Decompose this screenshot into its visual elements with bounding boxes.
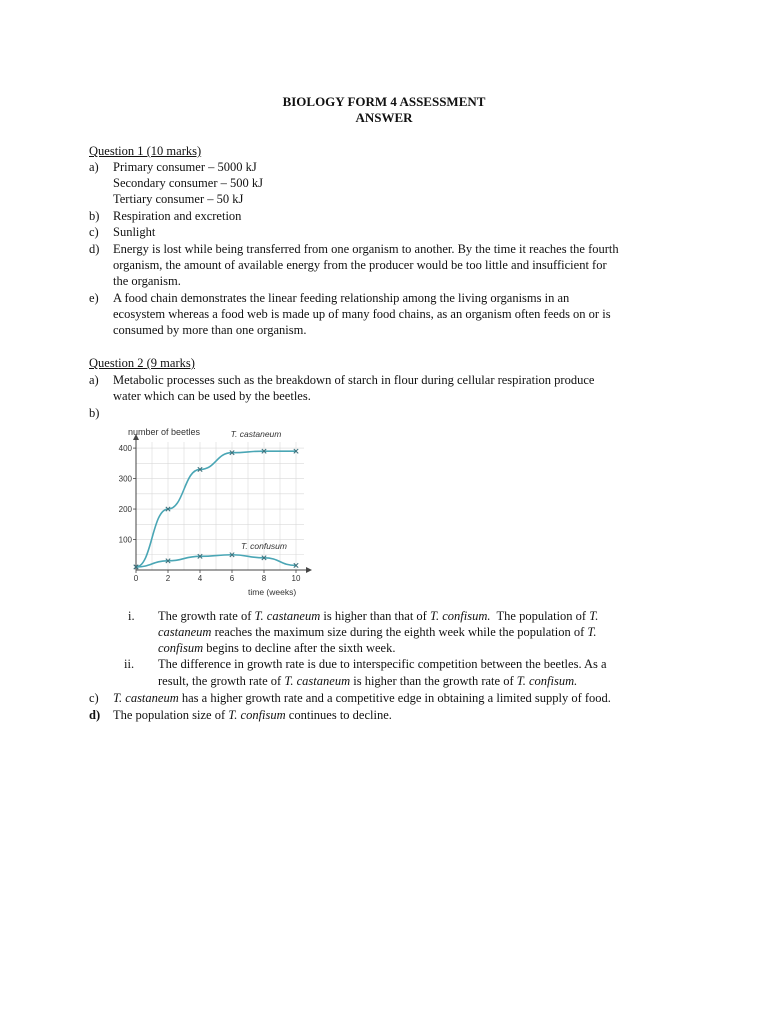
q1-b-label: b)	[89, 209, 100, 223]
q1-d-label: d)	[89, 242, 100, 256]
q2-a-label: a)	[89, 373, 99, 387]
q1-d-line-3: the organism.	[113, 274, 181, 288]
q1-e-line-2: ecosystem whereas a food web is made up of many food chains, as an organism often feeds on or is	[113, 307, 611, 321]
q2-a-line-2: water which can be used by the beetles.	[113, 389, 311, 403]
q1-a-line-1: Primary consumer – 5000 kJ	[113, 160, 257, 174]
q1-e-line-1: A food chain demonstrates the linear feeding relationship among the living organisms in an	[113, 291, 570, 305]
chart-x-axis-label: time (weeks)	[248, 587, 297, 597]
chart-y-tick-label: 100	[118, 535, 132, 545]
chart-series-label: T. castaneum	[230, 429, 282, 440]
q1-d-line-2: organism, the amount of available energy from the producer would be too little and insufficient for	[113, 258, 607, 272]
q2-b-ii-line-2: result, the growth rate of T. castaneum is higher than the growth rate of T. confisum.	[158, 674, 578, 688]
q2-d-answer: The population size of T. confisum continues to decline.	[113, 708, 392, 722]
q2-c-label: c)	[89, 691, 99, 705]
document-subtitle: ANSWER	[355, 110, 413, 125]
chart-y-tick-label: 400	[118, 444, 132, 454]
chart-x-tick-label: 10	[291, 574, 301, 583]
q1-b-answer: Respiration and excretion	[113, 209, 242, 223]
q1-d-line-1: Energy is lost while being transferred from one organism to another. By the time it reaches the fourth	[113, 242, 619, 256]
q2-b-ii-label: ii.	[124, 657, 135, 671]
chart-y-tick-label: 200	[118, 505, 132, 515]
q2-d-label: d)	[89, 708, 101, 722]
q2-c-answer: T. castaneum has a higher growth rate and a competitive edge in obtaining a limited supply of food.	[113, 691, 611, 705]
chart-x-tick-label: 8	[261, 574, 267, 583]
q2-b-i-line-2: castaneum reaches the maximum size during the eighth week while the population of T.	[158, 625, 597, 639]
q2-b-ii-line-1: The difference in growth rate is due to interspecific competition between the beetles. As a	[158, 657, 607, 671]
q1-a-line-3: Tertiary consumer – 50 kJ	[113, 192, 244, 206]
q1-e-line-3: consumed by more than one organism.	[113, 323, 307, 337]
q2-a-line-1: Metabolic processes such as the breakdown of starch in flour during cellular respiration produce	[113, 373, 595, 387]
chart-y-axis-label: number of beetles	[128, 427, 201, 437]
q2-b-i-label: i.	[128, 609, 135, 623]
q1-c-answer: Sunlight	[113, 225, 156, 239]
chart-series-label: T. confusum	[241, 540, 287, 551]
q1-c-label: c)	[89, 225, 99, 239]
question-1-heading: Question 1 (10 marks)	[89, 144, 202, 158]
beetle-population-chart	[118, 424, 314, 602]
question-2-heading: Question 2 (9 marks)	[89, 356, 195, 370]
q1-a-label: a)	[89, 160, 99, 174]
chart-x-tick-label: 6	[229, 574, 235, 583]
document-title: BIOLOGY FORM 4 ASSESSMENT	[282, 94, 486, 109]
q2-b-label: b)	[89, 406, 100, 420]
chart-x-tick-label: 0	[133, 574, 139, 583]
q1-a-line-2: Secondary consumer – 500 kJ	[113, 176, 263, 190]
q1-e-label: e)	[89, 291, 99, 305]
chart-x-tick-label: 4	[197, 574, 203, 583]
chart-y-tick-label: 300	[118, 474, 132, 484]
chart-x-tick-label: 2	[165, 574, 171, 583]
q2-b-i-line-3: confisum begins to decline after the sixth week.	[158, 641, 396, 655]
q2-b-i-line-1: The growth rate of T. castaneum is higher than that of T. confisum. The population of T.	[158, 609, 599, 623]
